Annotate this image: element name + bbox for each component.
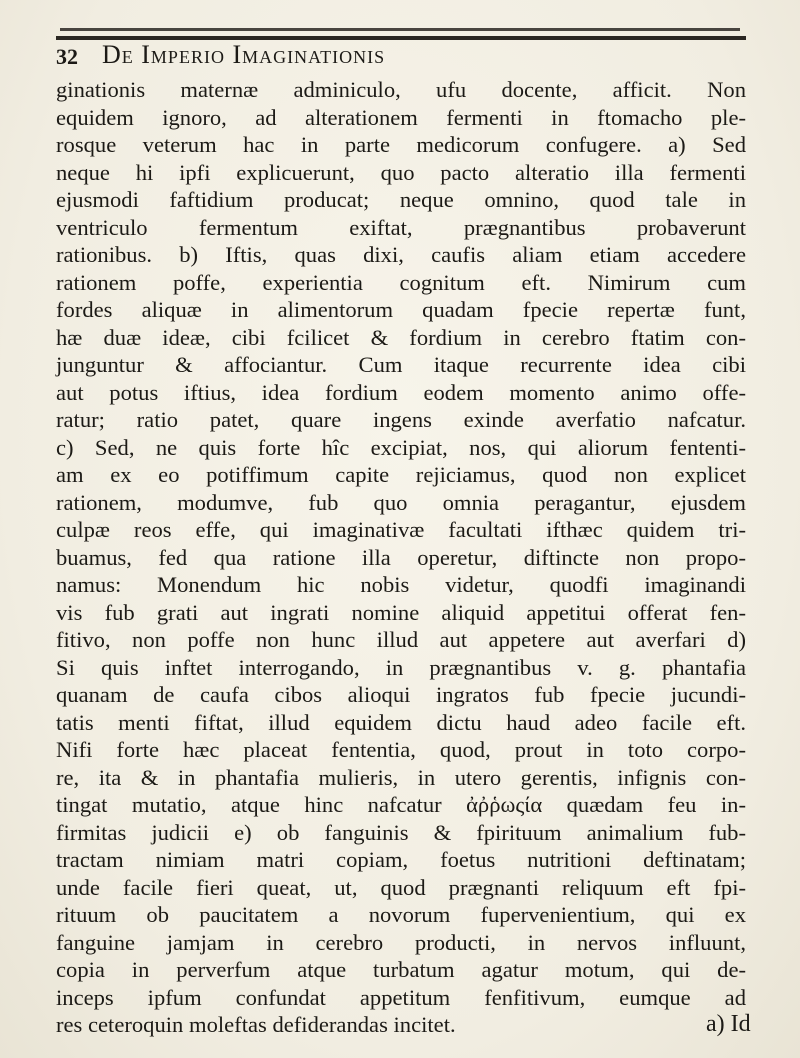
text-line: copia in perverfum atque turbatum agatur motum, qui de- — [56, 957, 746, 982]
text-line: junguntur & affociantur. Cum itaque recurrente idea cibi — [56, 352, 746, 377]
text-line: rationem, modumve, fub quo omnia peragantur, ejusdem — [56, 489, 746, 515]
text-line: neque hi ipfi explicuerunt, quo pacto alteratio illa fermenti — [56, 159, 746, 185]
text-line: namus: Monendum hic nobis videtur, quodfi imaginandi — [56, 572, 746, 597]
text-line: ventriculo fermentum exiftat, prægnantibus probaverunt — [56, 214, 746, 240]
text-line: inceps ipfum confundat appetitum fenfitivum, eumque ad — [56, 984, 746, 1010]
text-line: rationem poffe, experientia cognitum eft. Nimirum cum — [56, 269, 746, 295]
text-line: Nifi forte hæc placeat fententia, quod, prout in toto corpo- — [56, 737, 746, 762]
text-line: fordes aliquæ in alimentorum quadam fpecie repertæ funt, — [56, 297, 746, 322]
text-line: fanguine jamjam in cerebro producti, in nervos influunt, — [56, 929, 746, 955]
text-line: re, ita & in phantafia mulieris, in utero gerentis, infignis con- — [56, 764, 746, 790]
text-line: am ex eo potiffimum capite rejiciamus, quod non explicet — [56, 462, 746, 487]
text-line: ratur; ratio patet, quare ingens exinde averfatio nafcatur. — [56, 407, 746, 432]
page-number: 32 — [56, 44, 78, 69]
text-line: rosque veterum hac in parte medicorum confugere. a) Sed — [56, 132, 746, 157]
text-line: tatis menti fiftat, illud equidem dictu haud adeo facile eft. — [56, 709, 746, 735]
text-line: rationibus. b) Iftis, quas dixi, caufis aliam etiam accedere — [56, 242, 746, 267]
page-header — [56, 40, 746, 70]
text-line: tractam nimiam matri copiam, foetus nutritioni deftinatam; — [56, 847, 746, 872]
text-line: buamus, fed qua ratione illa operetur, diftincte non propo- — [56, 544, 746, 570]
text-line: rituum ob paucitatem a novorum fupervenientium, qui ex — [56, 902, 746, 927]
text-line: equidem ignoro, ad alterationem fermenti in ftomacho ple- — [56, 104, 746, 130]
text-line: res ceteroquin moleftas defiderandas incitet. — [56, 1012, 456, 1037]
text-line: ginationis maternæ adminiculo, ufu docente, afficit. Non — [56, 77, 746, 102]
text-line: ejusmodi faftidium producat; neque omnino, quod tale in — [56, 187, 746, 212]
text-line: Si quis inftet interrogando, in prægnantibus v. g. phantafia — [56, 654, 746, 680]
text-line: hæ duæ ideæ, cibi fcilicet & fordium in cerebro ftatim con- — [56, 324, 746, 350]
text-line: tingat mutatio, atque hinc nafcatur ἀῤῥωςία quædam feu in- — [56, 792, 746, 817]
text-line: quanam de caufa cibos alioqui ingratos fub fpecie jucundi- — [56, 682, 746, 707]
catchword: a) Id — [706, 1011, 751, 1037]
text-line: fitivo, non poffe non hunc illud aut appetere aut averfari d) — [56, 627, 746, 652]
text-line: vis fub grati aut ingrati nomine aliquid appetitui offerat fen- — [56, 599, 746, 625]
header-rule — [56, 36, 746, 40]
text-line: aut potus iftius, idea fordium eodem momento animo offe- — [56, 379, 746, 405]
text-line: firmitas judicii e) ob fanguinis & fpirituum animalium fub- — [56, 819, 746, 845]
text-line: unde facile fieri queat, ut, quod prægnanti reliquum eft fpi- — [56, 874, 746, 900]
body-text — [56, 76, 746, 1039]
header-rule-thin — [60, 28, 740, 31]
text-line: culpæ reos effe, qui imaginativæ facultati ifthæc quidem tri- — [56, 517, 746, 542]
text-line: c) Sed, ne quis forte hîc excipiat, nos, qui aliorum fententi- — [56, 434, 746, 460]
running-title: De Imperio Imaginationis — [102, 40, 386, 69]
